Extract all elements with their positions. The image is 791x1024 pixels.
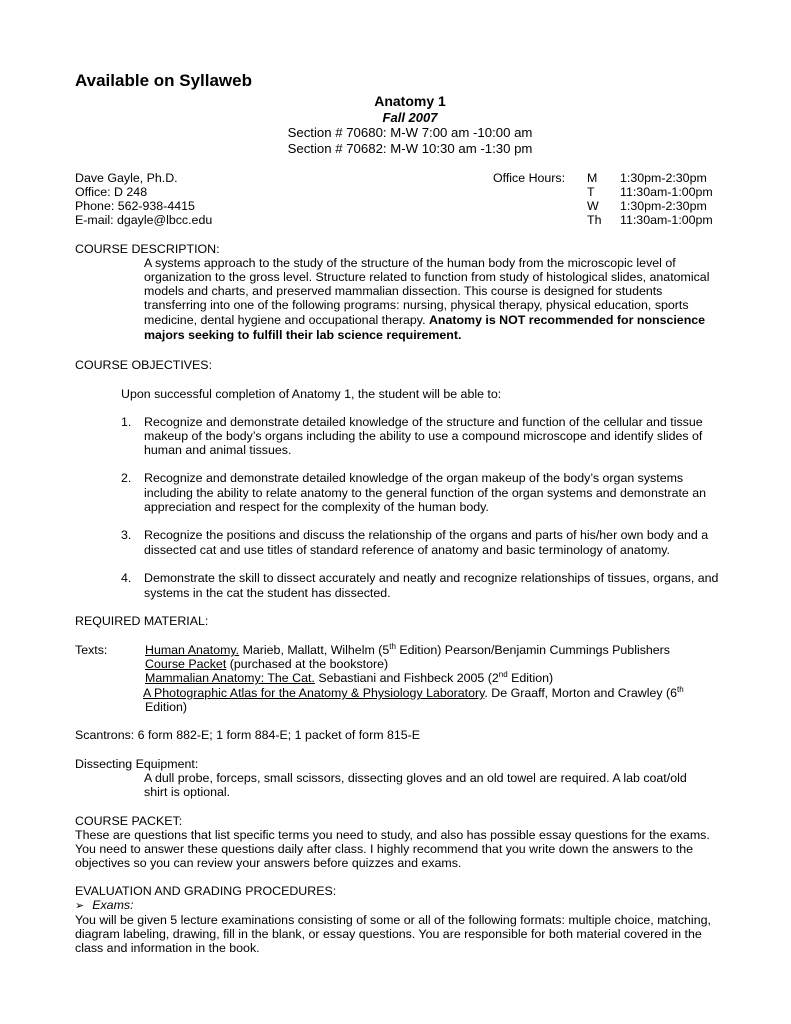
objective-number: 1.: [121, 415, 132, 429]
office-hours-time: 1:30pm-2:30pm: [620, 171, 707, 185]
exams-line: class and information in the book.: [75, 941, 260, 955]
office-hours-day: W: [587, 199, 599, 213]
description-line: [144, 313, 705, 327]
objective-line: appreciation and respect for the complexity of the human body.: [144, 500, 489, 514]
banner-title: Available on Syllaweb: [75, 71, 252, 90]
scantrons: Scantrons: 6 form 882-E; 1 form 884-E; 1 packet of form 815-E: [75, 728, 421, 742]
objective-line: Recognize and demonstrate detailed knowledge of the organ makeup of the body’s organ systems: [144, 471, 684, 485]
evaluation-heading: EVALUATION AND GRADING PROCEDURES:: [75, 884, 337, 898]
text-detail: Edition) Pearson/Benjamin Cummings Publishers: [395, 643, 671, 657]
office-hours-time: 1:30pm-2:30pm: [620, 199, 707, 213]
packet-line: These are questions that list specific terms you need to study, and also has possible essay questions for the exams.: [75, 828, 710, 842]
text-detail: Sebastiani and Fishbeck 2005 (2: [314, 671, 499, 685]
dissecting-label: Dissecting Equipment:: [75, 757, 199, 771]
objectives-intro: Upon successful completion of Anatomy 1, the student will be able to:: [121, 387, 502, 401]
superscript: th: [677, 684, 684, 694]
exams-label: Exams:: [92, 898, 134, 912]
texts-label: Texts:: [75, 643, 108, 657]
office-hours-label: Office Hours:: [493, 171, 566, 185]
description-heading: COURSE DESCRIPTION:: [75, 242, 220, 256]
materials-heading: REQUIRED MATERIAL:: [75, 614, 209, 628]
course-term: Fall 2007: [382, 110, 438, 125]
instructor-name: Dave Gayle, Ph.D.: [75, 171, 178, 185]
section-line-1: Section # 70680: M-W 7:00 am -10:00 am: [287, 125, 533, 140]
office-hours-time: 11:30am-1:00pm: [620, 185, 713, 199]
text-detail: Marieb, Mallatt, Wilhelm (5: [239, 643, 390, 657]
office-hours-day: T: [587, 185, 595, 199]
dissecting-line: A dull probe, forceps, small scissors, dissecting gloves and an old towel are required. A lab coat/old: [144, 771, 687, 785]
packet-line: objectives so you can review your answers before quizzes and exams.: [75, 856, 462, 870]
text-entry: [145, 657, 388, 671]
description-warning-cont: majors seeking to fulfill their lab science requirement.: [144, 328, 462, 342]
objective-line: including the ability to relate anatomy to the general function of the organ systems and demonstrate an: [144, 486, 707, 500]
objective-line: systems in the cat the student has dissected.: [144, 586, 391, 600]
text-entry: [143, 686, 684, 700]
text-entry: [145, 643, 670, 657]
text-detail: Edition): [507, 671, 554, 685]
objectives-heading: COURSE OBJECTIVES:: [75, 358, 213, 372]
office-hours-day: M: [587, 171, 598, 185]
description-line: A systems approach to the study of the structure of the human body from the microscopic level of: [144, 256, 676, 270]
dissecting-line: shirt is optional.: [144, 785, 231, 799]
arrow-bullet-icon: ➢: [75, 899, 85, 912]
description-line-plain: medicine, dental hygiene and occupational therapy.: [144, 313, 429, 327]
exams-line: You will be given 5 lecture examinations consisting of some or all of the following formats: multiple choice, matching,: [75, 913, 711, 927]
description-line: transferring into one of the following programs: nursing, physical therapy, physical education, sports: [144, 298, 689, 312]
text-detail: Edition): [145, 700, 188, 714]
exams-line: diagram labeling, drawing, fill in the blank, or essay questions. You are responsible for both material covered in the: [75, 927, 702, 941]
description-warning: Anatomy is NOT recommended for nonscience: [428, 313, 706, 327]
section-line-2: Section # 70682: M-W 10:30 am -1:30 pm: [287, 141, 533, 156]
objective-line: makeup of the body’s organs including the ability to use a compound microscope and identify slides of: [144, 429, 703, 443]
exams-bullet-row: [75, 898, 134, 913]
text-entry: [145, 671, 553, 685]
text-detail: . De Graaff, Morton and Crawley (6: [484, 686, 677, 700]
text-title: Human Anatomy.: [145, 643, 240, 657]
description-line: organization to the gross level. Structure related to function from study of histological slides, anatomical: [144, 270, 710, 284]
office-hours-time: 11:30am-1:00pm: [620, 213, 713, 227]
objective-line: Demonstrate the skill to dissect accurately and neatly and recognize relationships of tissues, organs, and: [144, 571, 719, 585]
objective-line: Recognize the positions and discuss the relationship of the organs and parts of his/her own body and a: [144, 528, 709, 542]
objective-line: dissected cat and use titles of standard reference of anatomy and basic terminology of anatomy.: [144, 543, 670, 557]
packet-heading: COURSE PACKET:: [75, 814, 183, 828]
course-title: Anatomy 1: [374, 93, 446, 109]
instructor-office: Office: D 248: [75, 185, 148, 199]
text-title: Mammalian Anatomy: The Cat.: [145, 671, 315, 685]
superscript: nd: [498, 669, 508, 679]
office-hours-day: Th: [587, 213, 602, 227]
objective-number: 4.: [121, 571, 132, 585]
instructor-email: E-mail: dgayle@lbcc.edu: [75, 213, 213, 227]
superscript: th: [389, 641, 396, 651]
objective-number: 3.: [121, 528, 132, 542]
text-detail: (purchased at the bookstore): [226, 657, 389, 671]
text-title: Course Packet: [145, 657, 227, 671]
text-title: A Photographic Atlas for the Anatomy & Physiology Laboratory: [143, 686, 485, 700]
instructor-phone: Phone: 562-938-4415: [75, 199, 195, 213]
objective-line: human and animal tissues.: [144, 443, 292, 457]
packet-line: You need to answer these questions daily after class. I highly recommend that you write down the answers to the: [75, 842, 694, 856]
description-line: models and charts, and preserved mammalian dissection. This course is designed for students: [144, 284, 663, 298]
objective-line: Recognize and demonstrate detailed knowledge of the structure and function of the cellular and tissue: [144, 415, 703, 429]
objective-number: 2.: [121, 471, 132, 485]
